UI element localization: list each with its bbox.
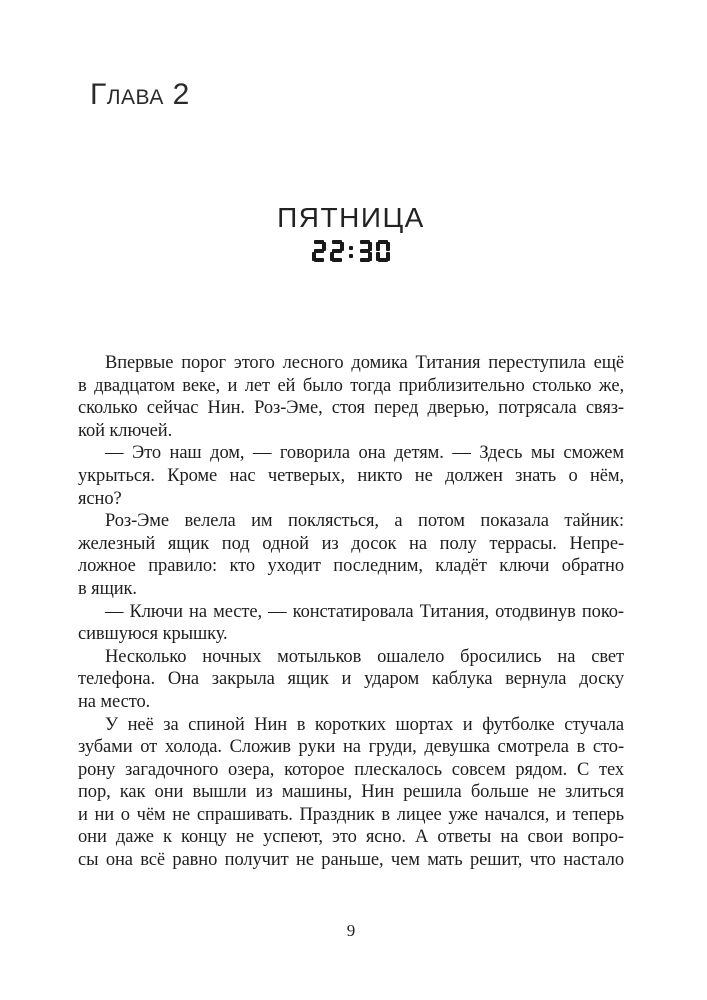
text-line: телефона. Она закрыла ящик и ударом каблука вернула доску — [78, 669, 624, 690]
text-line: — Это наш дом, — говорила она детям. — Здесь мы сможем — [105, 443, 624, 464]
text-line: в ящик. — [78, 578, 137, 599]
chapter-heading: Глава 2 — [90, 78, 190, 111]
text-line: и ни о чём не спрашивать. Праздник в лицее уже начался, и теперь — [78, 804, 624, 825]
text-line: железный ящик под одной из досок на полу террасы. Непре- — [78, 533, 624, 554]
text-line: на место. — [78, 691, 151, 712]
section-header — [78, 203, 624, 262]
paragraph — [78, 352, 624, 442]
day-title: ПЯТНИЦА — [277, 202, 425, 233]
text-line: Впервые порог этого лесного домика Титания переступила ещё — [105, 353, 624, 373]
text-line: сы она всё равно получит не раньше, чем мать решит, что настало — [78, 850, 624, 871]
text-line: зубами от холода. Сложив руки на груди, девушка смотрела в сто- — [78, 737, 624, 758]
text-line: пор, как они вышли из машины, Нин решила больше не злиться — [78, 782, 624, 803]
text-line: кой ключей. — [78, 420, 173, 441]
paragraph — [78, 601, 624, 646]
text-line: — Ключи на месте, — констатировала Титания, отодвинув поко- — [105, 601, 624, 622]
text-line: Несколько ночных мотыльков ошалело бросились на свет — [105, 646, 624, 667]
paragraph — [78, 714, 624, 872]
text-line: в двадцатом веке, и лет ей было тогда приблизительно столько же, — [78, 375, 624, 396]
clock-digit — [376, 240, 390, 262]
text-line: Роз-Эме велела им поклясться, а потом показала тайник: — [105, 511, 624, 532]
text-line: они даже к концу не успеют, это ясно. А ответы на свои вопро- — [78, 827, 624, 848]
paragraph — [78, 442, 624, 510]
paragraph — [78, 646, 624, 714]
text-line: рону загадочного озера, которое плескалось совсем рядом. С тех — [78, 759, 624, 780]
text-line: укрыться. Кроме нас четверых, никто не должен знать о нём, — [78, 465, 624, 486]
text-line: сившуюся крышку. — [78, 624, 228, 645]
text-line: ложное правило: кто уходит последним, кладёт ключи обратно — [78, 556, 624, 577]
text-line: сколько сейчас Нин. Роз-Эме, стоя перед дверью, потрясала связ- — [78, 398, 624, 419]
clock-colon — [348, 240, 354, 262]
clock-digit — [358, 240, 372, 262]
clock-digit — [312, 240, 326, 262]
paragraph — [78, 510, 624, 600]
digital-clock-time — [78, 240, 624, 262]
text-line: ясно? — [78, 488, 122, 509]
body-text — [78, 352, 624, 872]
clock-digit — [330, 240, 344, 262]
text-line: У неё за спиной Нин в коротких шортах и футболке стучала — [105, 714, 624, 735]
page-number: 9 — [346, 921, 356, 940]
